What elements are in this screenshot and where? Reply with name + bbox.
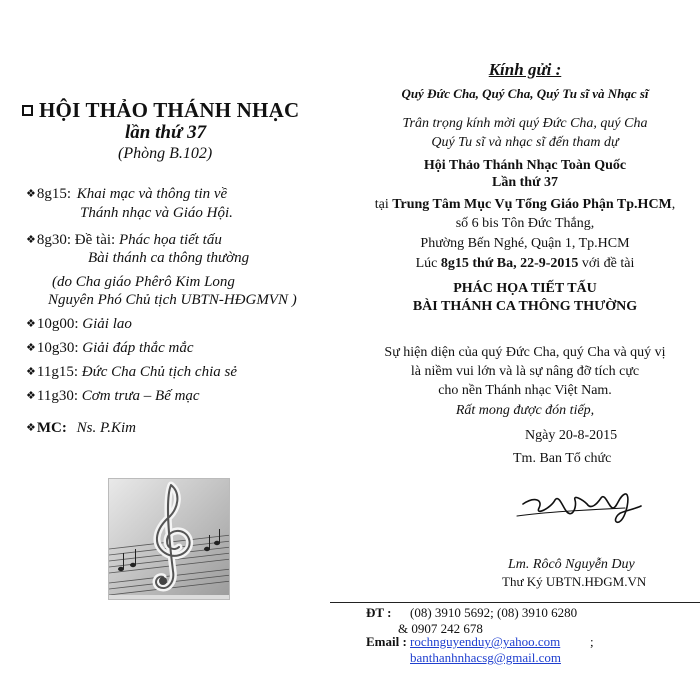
closing-line-3: cho nền Thánh nhạc Việt Nam. <box>438 383 612 398</box>
diamond-bullet-icon: ❖ <box>26 390 36 402</box>
signer-title: Thư Ký UBTN.HĐGM.VN <box>502 574 647 589</box>
closing-line-2: là niềm vui lớn và là sự nâng đỡ tích cực <box>410 364 640 379</box>
invite-line-2: Quý Tu sĩ và nhạc sĩ đến tham dự <box>431 135 619 150</box>
address-line-1: số 6 bis Tôn Đức Thắng, <box>455 216 595 231</box>
time-line: Lúc 8g15 thứ Ba, 22-9-2015 với đề tài <box>415 256 635 271</box>
closing-line-1: Sự hiện diện của quý Đức Cha, quý Cha và quý vị <box>384 345 666 360</box>
contact-divider <box>330 602 700 603</box>
diamond-bullet-icon: ❖ <box>26 422 36 434</box>
checkbox-icon <box>22 105 33 116</box>
email-label: Email : <box>366 634 407 649</box>
event-edition: Lần thứ 37 <box>492 175 558 190</box>
topic-line-2: BÀI THÁNH CA THÔNG THƯỜNG <box>412 299 638 314</box>
schedule-item-2-line2: Bài thánh ca thông thường <box>88 250 250 266</box>
closing-line-4: Rất mong được đón tiếp, <box>455 403 595 418</box>
treble-clef-image <box>108 478 230 600</box>
venue-line: tại Trung Tâm Mục Vụ Tổng Giáo Phận Tp.HCM, <box>374 197 676 212</box>
diamond-bullet-icon: ❖ <box>26 188 36 200</box>
speaker-line-2: Nguyên Phó Chủ tịch UBTN-HĐGMVN ) <box>48 292 297 308</box>
diamond-bullet-icon: ❖ <box>26 366 36 378</box>
program-title: HỘI THẢO THÁNH NHẠC <box>22 98 299 123</box>
address-line-2: Phường Bến Nghé, Quận 1, Tp.HCM <box>420 236 630 251</box>
phone-label: ĐT : <box>366 605 392 620</box>
email-link-yahoo[interactable]: rochnguyenduy@yahoo.com <box>410 634 561 649</box>
organizer-label: Tm. Ban Tổ chức <box>513 451 612 466</box>
recipients-line: Quý Đức Cha, Quý Cha, Quý Tu sĩ và Nhạc sĩ <box>401 86 649 101</box>
speaker-line-1: (do Cha giáo Phêrô Kim Long <box>52 274 235 290</box>
schedule-item-3: ❖10g00: Giải lao <box>26 316 132 332</box>
invite-line-1: Trân trọng kính mời quý Đức Cha, quý Cha <box>402 116 648 131</box>
schedule-item-2: ❖8g30: Đề tài: Phác họa tiết tấu <box>26 232 222 248</box>
invitation-panel <box>350 0 700 700</box>
schedule-item-1-line2: Thánh nhạc và Giáo Hội. <box>80 205 233 221</box>
schedule-item-4: ❖10g30: Giải đáp thắc mắc <box>26 340 194 356</box>
room-label: (Phòng B.102) <box>118 145 213 162</box>
phone-mobile: & 0907 242 678 <box>398 621 483 636</box>
schedule-item-6: ❖11g30: Cơm trưa – Bế mạc <box>26 388 200 404</box>
signer-name: Lm. Rôcô Nguyễn Duy <box>508 557 635 572</box>
email-link-gmail[interactable]: banthanhnhacsg@gmail.com <box>410 650 561 665</box>
phone-numbers: (08) 3910 5692; (08) 3910 6280 <box>410 605 578 620</box>
email-separator: ; <box>590 634 594 649</box>
signing-date: Ngày 20-8-2015 <box>525 428 618 443</box>
diamond-bullet-icon: ❖ <box>26 342 36 354</box>
signature-image <box>515 478 645 528</box>
program-subtitle: lần thứ 37 <box>125 122 207 143</box>
schedule-item-1: ❖8g15: Khai mạc và thông tin về <box>26 186 228 202</box>
event-name: Hội Thảo Thánh Nhạc Toàn Quốc <box>423 158 627 173</box>
topic-line-1: PHÁC HỌA TIẾT TẤU <box>453 281 597 296</box>
salutation-heading: Kính gửi : <box>488 60 562 79</box>
schedule-item-5: ❖11g15: Đức Cha Chủ tịch chia sẻ <box>26 364 237 380</box>
mc-line: ❖MC: Ns. P.Kim <box>26 420 136 436</box>
diamond-bullet-icon: ❖ <box>26 234 36 246</box>
diamond-bullet-icon: ❖ <box>26 318 36 330</box>
music-sheet-illustration <box>109 479 230 600</box>
